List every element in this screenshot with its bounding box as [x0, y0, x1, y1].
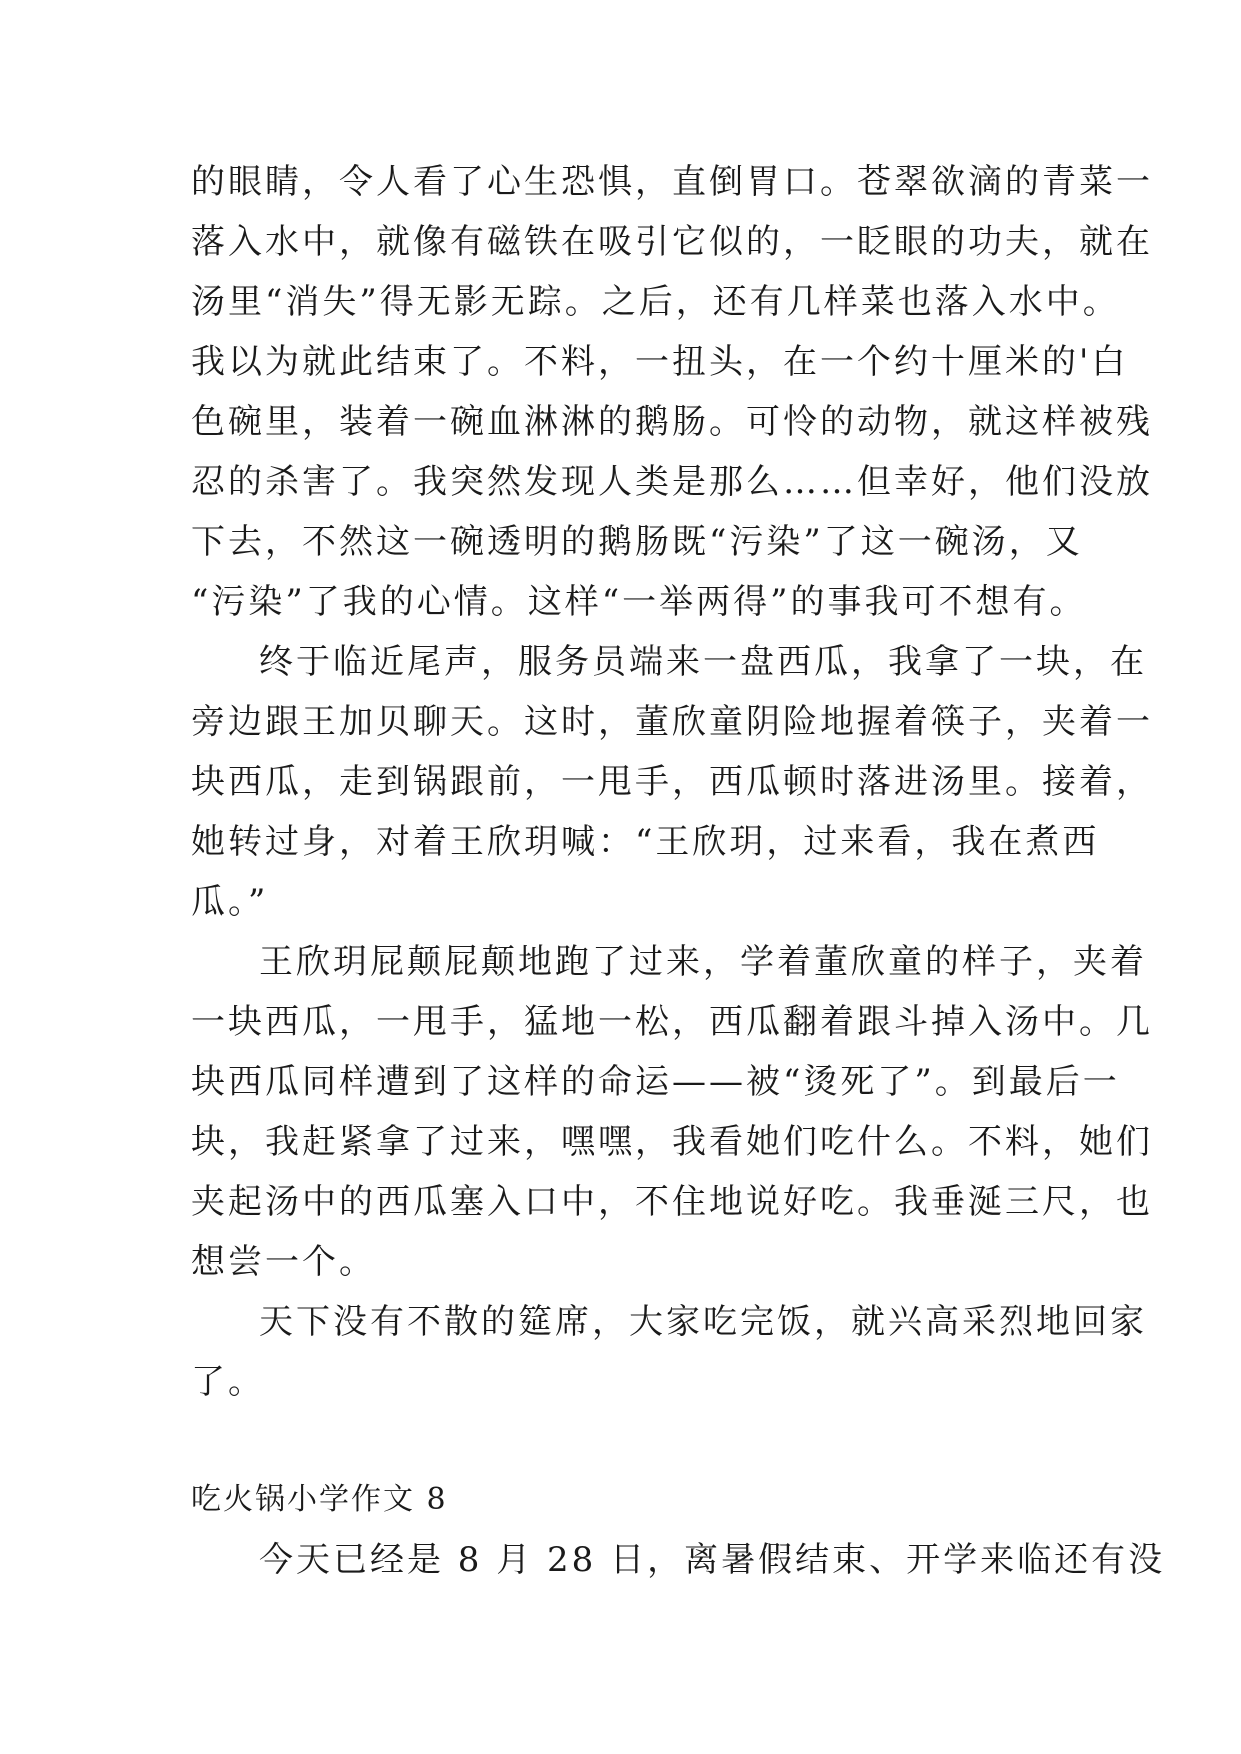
text-line: “污染”了我的心情。这样“一举两得”的事我可不想有。: [191, 582, 1087, 622]
text-line: 了。: [191, 1362, 265, 1402]
text-line: 王欣玥屁颠屁颠地跑了过来，学着董欣童的样子，夹着: [259, 942, 1147, 982]
text-line: 瓜。”: [191, 882, 269, 922]
text-line: 终于临近尾声，服务员端来一盘西瓜，我拿了一块，在: [259, 642, 1147, 682]
text-line: 天下没有不散的筵席，大家吃完饭，就兴高采烈地回家: [259, 1302, 1147, 1342]
document-body: [191, 152, 1166, 1590]
text-line: 我以为就此结束了。不料，一扭头，在一个约十厘米的'白: [191, 342, 1129, 382]
section-title: 吃火锅小学作文 8: [191, 1482, 448, 1517]
paragraph: [191, 932, 1153, 1292]
text-line: 下去，不然这一碗透明的鹅肠既“污染”了这一碗汤，又: [191, 522, 1083, 562]
text-line: 她转过身，对着王欣玥喊：“王欣玥，过来看，我在煮西: [191, 822, 1100, 862]
paragraph: [191, 1530, 1166, 1590]
paragraph: [191, 1292, 1147, 1412]
text-line: 落入水中，就像有磁铁在吸引它似的，一眨眼的功夫，就在: [191, 222, 1153, 262]
text-line: 块西瓜，走到锅跟前，一甩手，西瓜顿时落进汤里。接着，: [191, 762, 1153, 802]
text-line: 一块西瓜，一甩手，猛地一松，西瓜翻着跟斗掉入汤中。几: [191, 1002, 1153, 1042]
paragraph: [191, 632, 1153, 932]
text-line: 的眼睛，令人看了心生恐惧，直倒胃口。苍翠欲滴的青菜一: [191, 162, 1153, 202]
text-line: 想尝一个。: [191, 1242, 376, 1282]
text-line: 块，我赶紧拿了过来，嘿嘿，我看她们吃什么。不料，她们: [191, 1122, 1153, 1162]
text-line: 旁边跟王加贝聊天。这时，董欣童阴险地握着筷子，夹着一: [191, 702, 1153, 742]
paragraph: [191, 152, 1153, 632]
section-spacer: [191, 1412, 1061, 1470]
text-line: 汤里“消失”得无影无踪。之后，还有几样菜也落入水中。: [191, 282, 1120, 322]
text-line: 今天已经是 8 月 28 日，离暑假结束、开学来临还有没: [259, 1540, 1166, 1580]
text-line: 忍的杀害了。我突然发现人类是那么……但幸好，他们没放: [191, 462, 1153, 502]
text-line: 块西瓜同样遭到了这样的命运——被“烫死了”。到最后一: [191, 1062, 1120, 1102]
text-line: 夹起汤中的西瓜塞入口中，不住地说好吃。我垂涎三尺，也: [191, 1182, 1153, 1222]
text-line: 色碗里，装着一碗血淋淋的鹅肠。可怜的动物，就这样被残: [191, 402, 1153, 442]
